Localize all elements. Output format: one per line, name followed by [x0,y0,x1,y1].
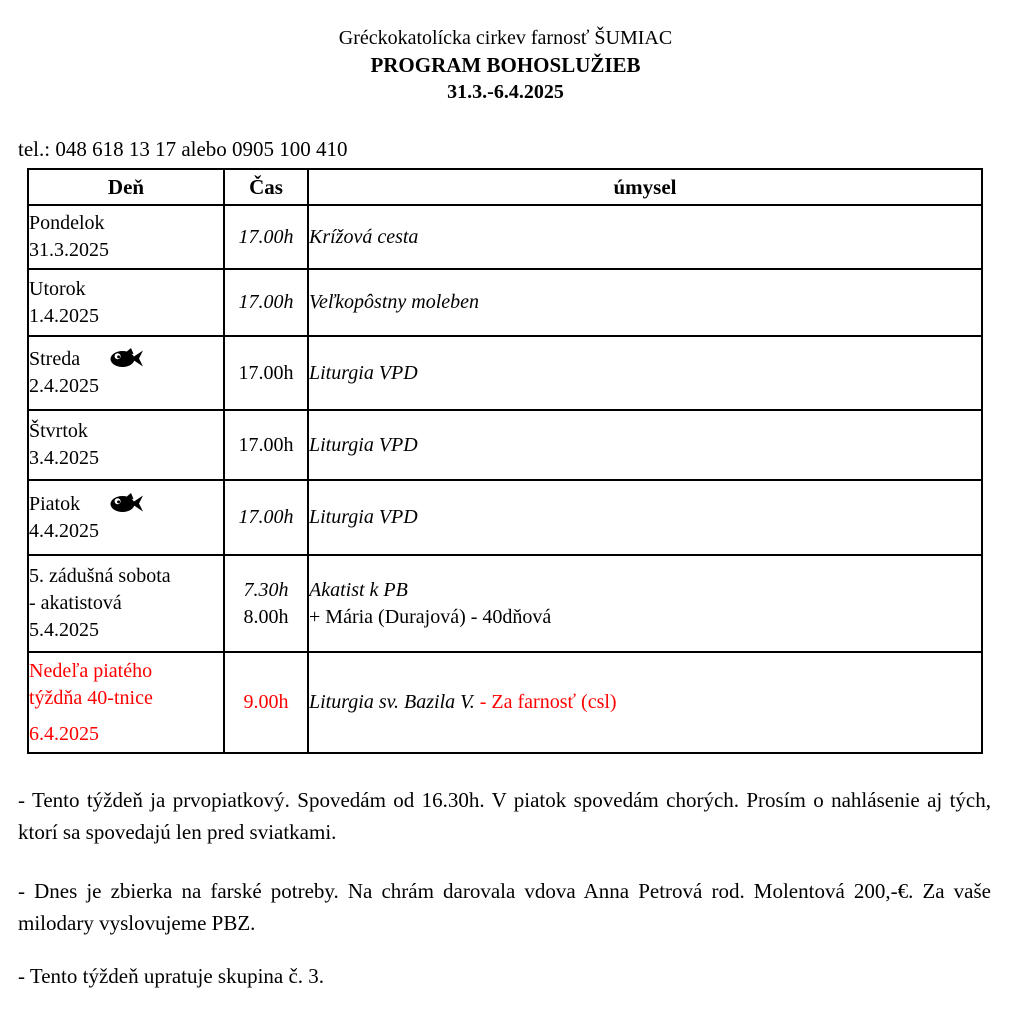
intention-1: Akatist k PB [309,578,408,601]
day-name: 5. zádušná sobota [29,565,171,587]
intention-cell: Liturgia VPD [308,410,982,480]
time-cell: 17.00h [224,205,308,269]
table-row-tuesday [28,269,982,336]
time-cell: 17.00h [224,336,308,410]
time-1: 7.30h [243,578,289,601]
parish-title: Gréckokatolícka cirkev farnosť ŠUMIAC [338,27,673,49]
day-cell [28,652,224,753]
day-date: 2.4.2025 [29,375,99,397]
day-date: 4.4.2025 [29,519,99,542]
day-name: Streda [29,348,81,370]
table-row-monday [28,205,982,269]
intention-cell [308,555,982,652]
table-row-thursday [28,410,982,480]
time-cell [224,555,308,652]
program-title: PROGRAM BOHOSLUŽIEB [370,53,641,77]
table-header-row [28,169,982,205]
intention-main: Liturgia sv. Bazila V. [309,691,475,713]
day-date: 6.4.2025 [29,722,99,745]
note-cleaning-group: - Tento týždeň upratuje skupina č. 3. [18,964,325,988]
day-cell [28,205,224,269]
day-name: Piatok [29,492,81,515]
table-row-wednesday [28,336,982,410]
bulletin-header [0,0,1011,106]
day-name: Utorok [29,277,86,300]
table-row-saturday [28,555,982,652]
time-2: 8.00h [243,605,289,628]
day-name: Pondelok [29,212,105,234]
column-header-day: Deň [28,169,224,205]
day-date: 31.3.2025 [29,239,109,261]
day-date: 5.4.2025 [29,619,99,641]
phone-line: tel.: 048 618 13 17 alebo 0905 100 410 [18,137,348,161]
date-range: 31.3.-6.4.2025 [447,81,564,103]
intention-cell: Liturgia VPD [308,480,982,555]
day-cell [28,269,224,336]
day-cell [28,480,224,555]
day-cell [28,555,224,652]
intention-2: + Mária (Durajová) - 40dňová [309,605,552,628]
time-cell: 17.00h [224,269,308,336]
day-name: Nedeľa piatého [29,659,153,682]
column-header-intention: úmysel [308,169,982,205]
fish-icon [110,347,143,368]
intention-cell: Veľkopôstny moleben [308,269,982,336]
time-cell: 17.00h [224,480,308,555]
intention-cell [308,652,982,753]
time-cell: 9.00h [224,652,308,753]
day-date: 3.4.2025 [29,447,99,469]
table-row-friday [28,480,982,555]
day-date: 1.4.2025 [29,304,99,327]
day-cell [28,336,224,410]
intention-cell: Krížová cesta [308,205,982,269]
time-cell: 17.00h [224,410,308,480]
day-name-2: - akatistová [29,592,122,614]
day-name-line [29,491,223,518]
day-cell [28,410,224,480]
note-collection: - Dnes je zbierka na farské potreby. Na chrám darovala vdova Anna Petrová rod. Molentová 200,-€. Za vaše milodary vyslovujeme PBZ. [18,879,991,935]
note-first-friday: - Tento týždeň ja prvopiatkový. Spovedám od 16.30h. V piatok spovedám chorých. Prosím o nahlásenie aj tých, ktorí sa spovedajú len pred sviatkami. [18,788,991,844]
column-header-time: Čas [224,169,308,205]
schedule-table [27,168,983,754]
day-name-line [29,346,223,373]
day-name-2: týždňa 40-tnice [29,686,153,709]
table-row-sunday [28,652,982,753]
intention-cell: Liturgia VPD [308,336,982,410]
fish-icon [110,492,143,513]
intention-suffix: - Za farnosť (csl) [474,691,617,713]
day-name: Štvrtok [29,420,88,442]
